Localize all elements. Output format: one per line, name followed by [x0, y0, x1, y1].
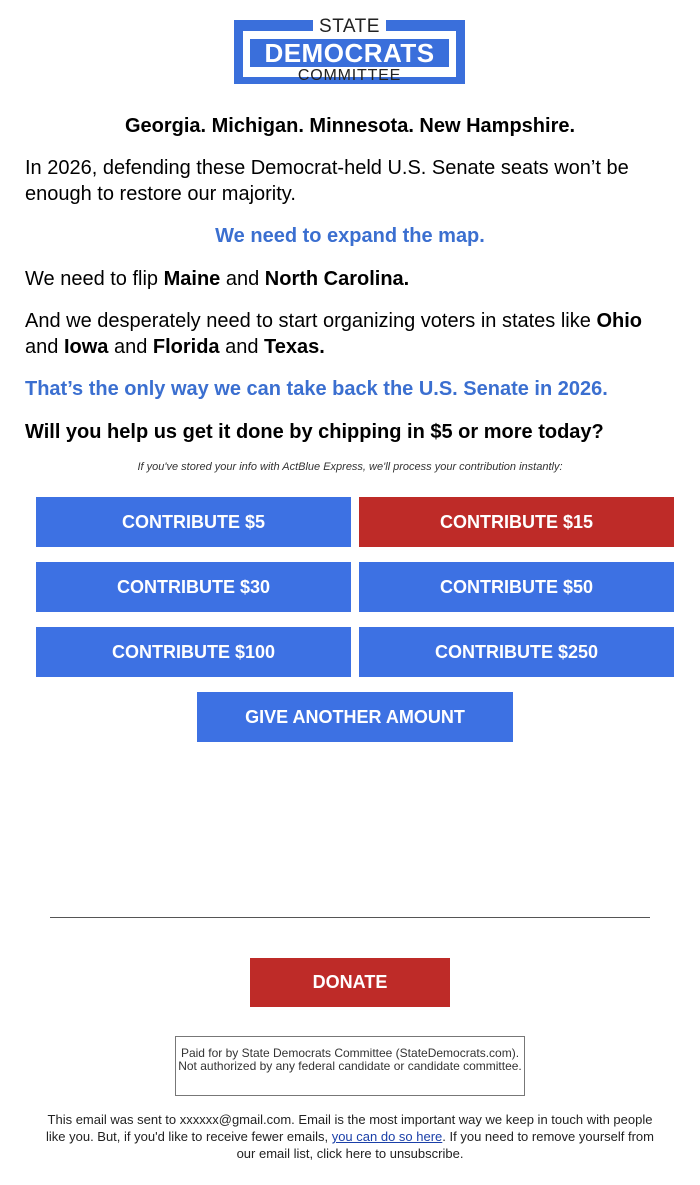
flip-paragraph: We need to flip Maine and North Carolina.	[25, 268, 410, 290]
paid-for-disclaimer: Paid for by State Democrats Committee (StateDemocrats.com). Not authorized by any federal candidate or candidate committee.	[175, 1036, 525, 1096]
footer-text: This email was sent to xxxxxx@gmail.com. Email is the most important way we keep in touch with people like you. But, if you'd like to receive fewer emails, you can do so here. If you need to remove yourself from our email list, click here to unsubscribe.	[45, 1112, 654, 1161]
ask-text: Will you help us get it done by chipping in $5 or more today?	[25, 421, 604, 443]
give-another-amount-button[interactable]: GIVE ANOTHER AMOUNT	[197, 692, 513, 742]
contribute-30-button[interactable]: CONTRIBUTE $30	[36, 562, 351, 612]
logo-line-state: STATE	[234, 16, 465, 38]
headline-states: Georgia. Michigan. Minnesota. New Hampshire.	[124, 115, 576, 137]
actblue-note: If you've stored your info with ActBlue Express, we'll process your contribution instantly:	[137, 461, 563, 473]
contribute-15-button[interactable]: CONTRIBUTE $15	[359, 497, 674, 547]
organize-paragraph: And we desperately need to start organizing voters in states like Ohio and Iowa and Florida and Texas.	[25, 310, 642, 358]
logo-line-committee: COMMITTEE	[297, 67, 402, 84]
contribute-100-button[interactable]: CONTRIBUTE $100	[36, 627, 351, 677]
only-way-text: That’s the only way we can take back the U.S. Senate in 2026.	[25, 378, 608, 400]
fewer-emails-link[interactable]: you can do so here	[331, 1129, 443, 1144]
logo-line-democrats: DEMOCRATS	[250, 39, 449, 67]
intro-paragraph: In 2026, defending these Democrat-held U.S. Senate seats won’t be enough to restore our majority.	[25, 157, 629, 205]
contribute-250-button[interactable]: CONTRIBUTE $250	[359, 627, 674, 677]
divider	[50, 917, 650, 918]
contribute-5-button[interactable]: CONTRIBUTE $5	[36, 497, 351, 547]
state-democrats-logo	[234, 16, 465, 84]
expand-map-text: We need to expand the map.	[215, 225, 485, 247]
contribute-50-button[interactable]: CONTRIBUTE $50	[359, 562, 674, 612]
donate-button[interactable]: DONATE	[250, 958, 450, 1007]
